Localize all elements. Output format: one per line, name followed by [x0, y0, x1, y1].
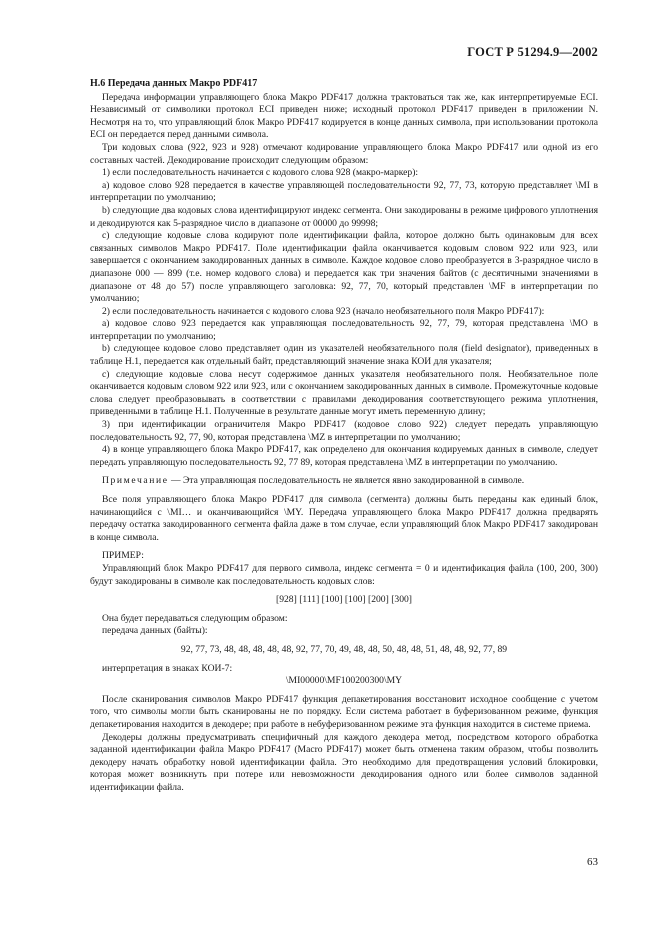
list-item: b) следующие два кодовых слова идентифицируют индекс сегмента. Они закодированы в режиме цифрового уплотнения и декодируются как 5-разрядное число в диапазоне от 00000 до 99998; — [90, 204, 598, 229]
example-label: ПРИМЕР: — [102, 550, 144, 562]
paragraph: Декодеры должны предусматривать специфичный для каждого декодера метод, посредством которого обработка заданной идентификации файла Макро PDF417 (Macro PDF417) может быть отменена таким образом, чтобы позволить декодеру начать обработку новой идентификации файла. Это необходимо для предотвращения условий блокировки, которая может возникнуть при потере или невозможности декодирования одного или более символов заданной идентификации файла. — [90, 731, 598, 793]
codeword-sequence: [928] [111] [100] [100] [200] [300] — [276, 594, 412, 606]
note-label: Примечание — [102, 475, 169, 487]
list-item: а) кодовое слово 928 передается в качестве управляющей последовательности 92, 77, 73, которую представляет \MI в интерпретации по умолчанию; — [90, 179, 598, 204]
example-intro: Управляющий блок Макро PDF417 для первого символа, индекс сегмента = 0 и идентификация файла (100, 200, 300) будут закодированы в символе как последовательность кодовых слов: — [90, 562, 598, 587]
koi-value: \MI00000\MF100200300\MY — [285, 675, 403, 687]
paragraph: Три кодовых слова (922, 923 и 928) отмечают кодирование управляющего блока Макро PDF417 или одной из его составных частей. Декодирование происходит следующим образом: — [90, 141, 598, 166]
paragraph: Все поля управляющего блока Макро PDF417 для символа (сегмента) должны быть переданы как единый блок, начинающийся с \MI… и оканчивающийся \MY. Передача управляющего блока Макро PDF417 должна предварять передачу остатка закодированного сегмента файла даже в том случае, если управляющий блок Макро PDF417 закодирован в конце символа. — [90, 494, 598, 543]
list-item: 1) если последовательность начинается с кодового слова 928 (макро-маркер): — [102, 167, 419, 179]
transmission-label: передача данных (байты): — [102, 625, 208, 637]
list-item: а) кодовое слово 923 передается как управляющая последовательность 92, 77, 79, которая представлена \MO в интерпретации по умолчанию; — [90, 318, 598, 342]
list-item: 4) в конце управляющего блока Макро PDF417, как определено для окончания кодируемых данных в символе, следует передать управляющую последовательность 92, 77 89, которая представлена \MZ в интерпретации по умолчанию. — [90, 444, 598, 468]
note — [90, 475, 598, 488]
list-item: 2) если последовательность начинается с кодового слова 923 (начало необязательного поля Макро PDF417): — [102, 305, 545, 317]
paragraph: После сканирования символов Макро PDF417 функция депакетирования восстановит исходное сообщение с учетом того, что символы могли быть сканированы не по порядку. Если система работает в буферизованном режиме, функция депакетирования находится в декодере; при работе в небуферизованном режиме эта функция находится в системе приема. — [90, 693, 598, 730]
list-item: с) следующие кодовые слова несут содержимое данных указателя необязательного поля. Необязательное поле оканчивается кодовым словом 922 или 923, или с окончанием закодированных данных в символе. Промежуточные кодовые слова следует преобразовывать в соответствии с правилами декодирования соответствующего режима уплотнения, приведенными в таблице Н.1. Полученные в результате данные могут иметь переменную длину; — [90, 368, 598, 418]
note-text: — Эта управляющая последовательность не является явно закодированной в символе. — [168, 475, 525, 487]
list-item: с) следующие кодовые слова кодируют поле идентификации файла, которое должно быть одинаковым для всех связанных символов Макро PDF417. Поле идентификации файла оканчивается кодовым словом 922 или 923, или завершается с окончанием закодированных данных в символе. Каждое кодовое слово преобразуется в 3-разрядное число в диапазоне 000 — 899 (т.е. номер кодового слова) и передается как три значения байтов (с десятичными значениями в диапазоне от 48 до 57) после управляющего заголовка: 92, 77, 70, который представлен \MF в интерпретации по умолчанию; — [90, 230, 598, 305]
list-item: b) следующее кодовое слово представляет один из указателей необязательного поля (field designator), приведенных в таблице Н.1, передается как отдельный байт, представляющий значение знака КОИ для указателя; — [90, 343, 598, 368]
document-id: ГОСТ Р 51294.9—2002 — [467, 45, 598, 59]
page-number: 63 — [587, 856, 598, 868]
list-item: 3) при идентификации ограничителя Макро PDF417 (кодовое слово 922) следует передать управляющую последовательность 92, 77, 90, которая представлена \MZ в интерпретации по умолчанию; — [90, 419, 598, 443]
paragraph: Передача информации управляющего блока Макро PDF417 должна трактоваться так же, как интерпретируемые ECI. Независимый от символики протокол ECI приведен ниже; исходный протокол PDF417 приведен в приложении N. Несмотря на то, что управляющий блок Макро PDF417 кодируется в конце данных символа, при использовании протокола ECI он передается перед данными символа. — [90, 91, 598, 141]
document-body — [90, 78, 598, 794]
section-title: Н.6 Передача данных Макро PDF417 — [90, 78, 258, 89]
byte-sequence: 92, 77, 73, 48, 48, 48, 48, 48, 92, 77, 70, 49, 48, 48, 50, 48, 48, 51, 48, 48, 92, 77, 89 — [180, 643, 508, 655]
koi-label: интерпретация в знаках КОИ-7: — [102, 662, 233, 674]
transmission-intro: Она будет передаваться следующим образом: — [102, 612, 288, 624]
